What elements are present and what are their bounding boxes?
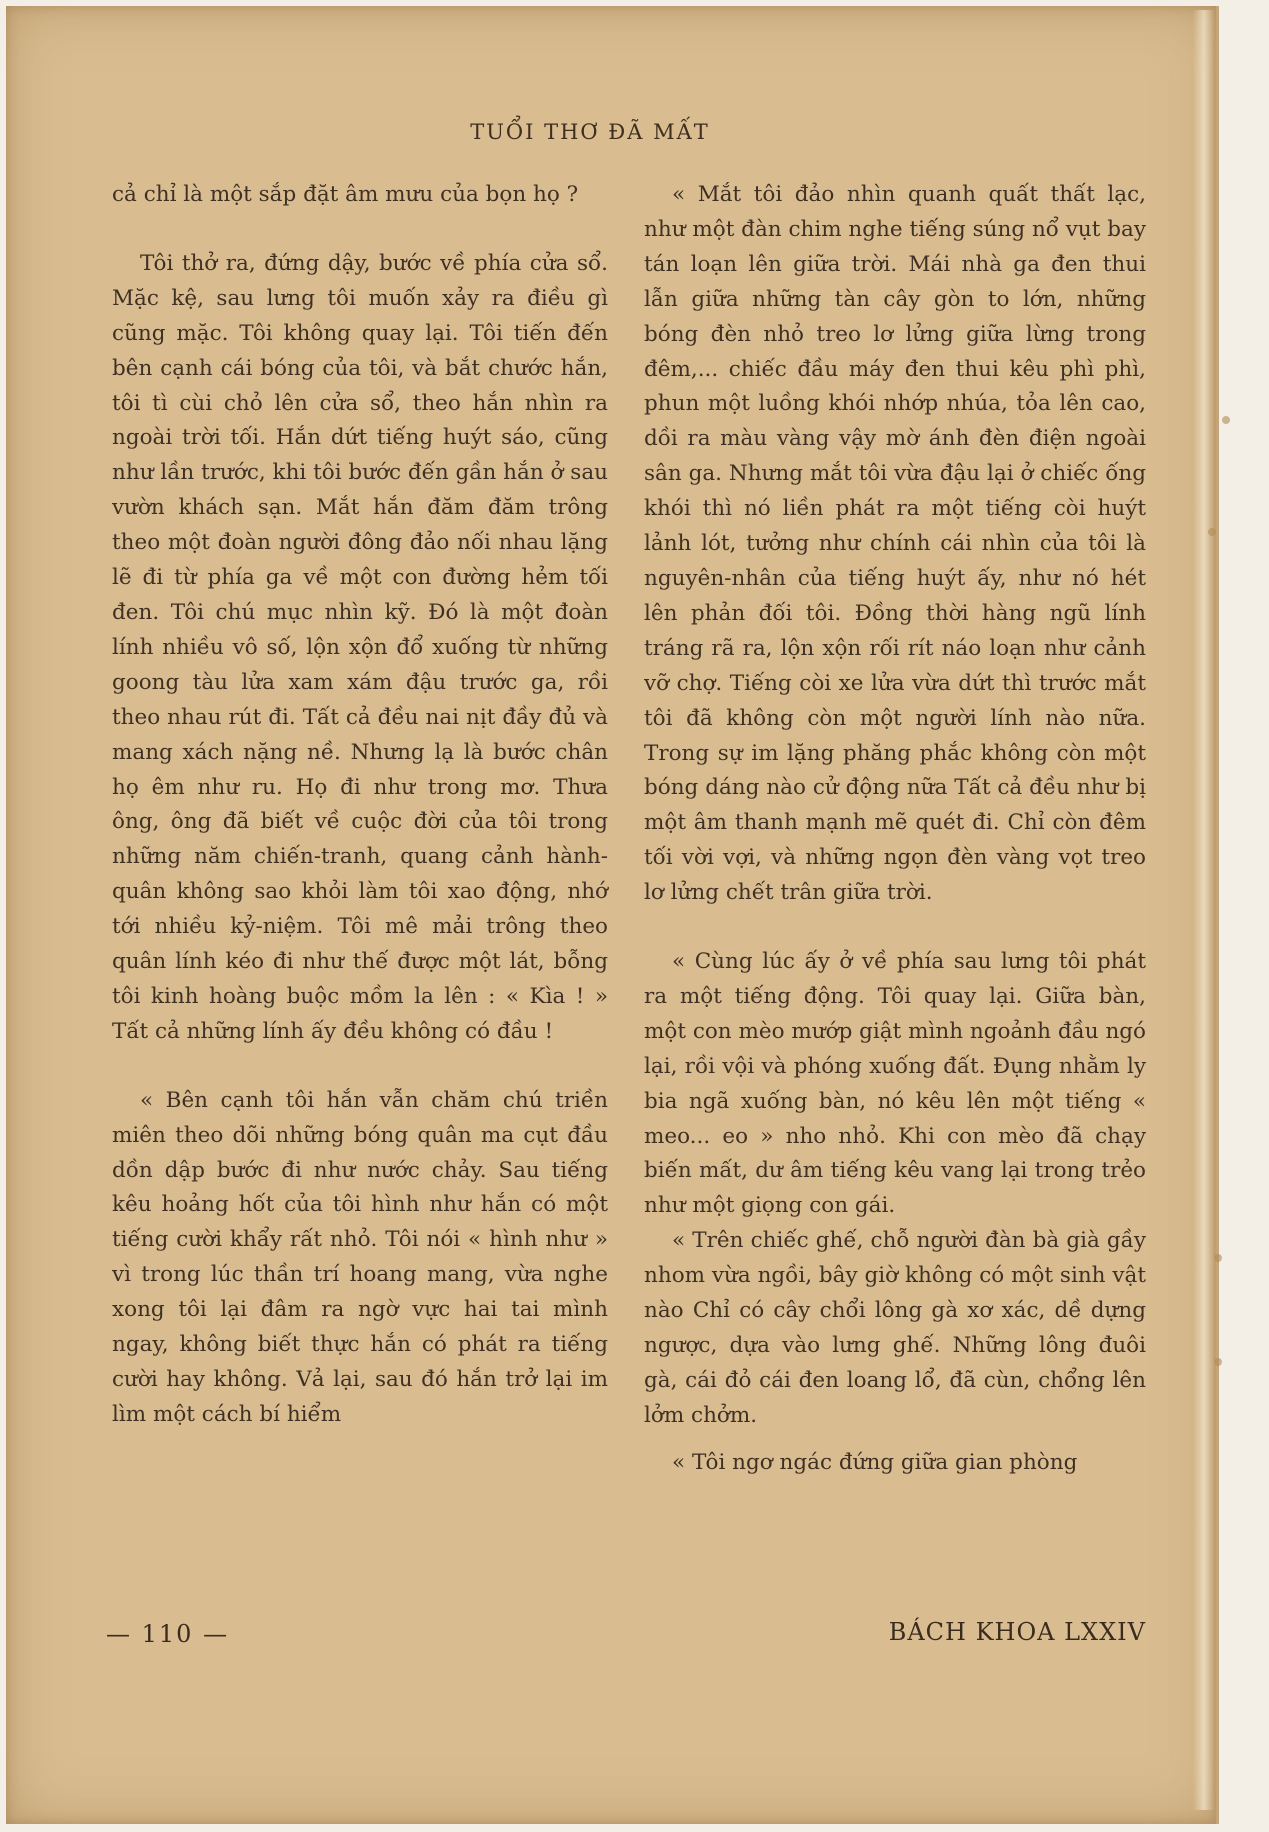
page-number: — 110 — (106, 1620, 230, 1648)
paragraph: « Mắt tôi đảo nhìn quanh quất thất lạc, như một đàn chim nghe tiếng súng nổ vụt bay tán loạn lên giữa trời. Mái nhà ga đen thui lẫn giữa những tàn cây gòn to lớn, những bóng đèn nhỏ treo lơ lửng giữa lừng trong đêm,... chiếc đầu máy đen thui kêu phì phì, phun một luồng khói nhớp nhúa, tỏa lên cao, dồi ra màu vàng vậy mờ ánh đèn điện ngoài sân ga. Nhưng mắt tôi vừa đậu lại ở chiếc ống khói thì nó liền phát ra một tiếng còi huýt lảnh lót, tưởng như chính cái nhìn của tôi là nguyên-nhân của tiếng huýt ấy, như nó hét lên phản đối tôi. Đồng thời hàng ngũ lính tráng rã ra, lộn xộn rối rít náo loạn như cảnh vỡ chợ. Tiếng còi xe lửa vừa dứt thì trước mắt tôi đã không còn một người lính nào nữa. Trong sự im lặng phăng phắc không còn một bóng dáng nào cử động nữa Tất cả đều như bị một âm thanh mạnh mẽ quét đi. Chỉ còn đêm tối vời vợi, và những ngọn đèn vàng vọt treo lơ lửng chết trân giữa trời. (644, 182, 1146, 906)
paragraph: « Tôi ngơ ngác đứng giữa gian phòng (672, 1449, 1078, 1475)
left-column (112, 178, 608, 1433)
running-head: TUỔI THƠ ĐÃ MẤT (470, 120, 710, 144)
page-edge-fold (1193, 10, 1215, 1810)
paragraph: cả chỉ là một sắp đặt âm mưu của bọn họ ? (112, 182, 579, 207)
paragraph: « Bên cạnh tôi hắn vẫn chăm chú triền miên theo dõi những bóng quân ma cụt đầu dồn dập bước đi như nước chảy. Sau tiếng kêu hoảng hốt của tôi hình như hắn có một tiếng cười khẩy rất nhỏ. Tôi nói « hình như » vì trong lúc thần trí hoang mang, vừa nghe xong tôi lại đâm ra ngờ vực hai tai mình ngay, không biết thực hắn có phát ra tiếng cười hay không. Vả lại, sau đó hắn trở lại im lìm một cách bí hiểm (112, 1087, 608, 1427)
page-margin-mark (1222, 416, 1230, 424)
magazine-issue-title: BÁCH KHOA LXXIV (888, 1618, 1146, 1646)
paragraph: « Cùng lúc ấy ở về phía sau lưng tôi phát ra một tiếng động. Tôi quay lại. Giữa bàn, một con mèo mướp giật mình ngoảnh đầu ngó lại, rồi vội và phóng xuống đất. Đụng nhằm ly bia ngã xuống bàn, nó kêu lên một tiếng « meo... eo » nho nhỏ. Khi con mèo đã chạy biến mất, dư âm tiếng kêu vang lại trong trẻo như một giọng con gái. (644, 949, 1146, 1219)
page-margin-mark (1214, 1254, 1222, 1262)
page-margin-mark (1208, 528, 1216, 536)
paragraph: Tôi thở ra, đứng dậy, bước về phía cửa sổ. Mặc kệ, sau lưng tôi muốn xảy ra điều gì cũng mặc. Tôi không quay lại. Tôi tiến đến bên cạnh cái bóng của tôi, và bắt chước hắn, tôi tì cùi chỏ lên cửa sổ, theo hắn nhìn ra ngoài trời tối. Hắn dứt tiếng huýt sáo, cũng như lần trước, khi tôi bước đến gần hắn ở sau vườn khách sạn. Mắt hắn đăm đăm trông theo một đoàn người đông đảo nối nhau lặng lẽ đi từ phía ga về một con đường hẻm tối đen. Tôi chú mục nhìn kỹ. Đó là một đoàn lính nhiều vô số, lộn xộn đổ xuống từ những goong tàu lửa xam xám đậu trước ga, rồi theo nhau rút đi. Tất cả đều nai nịt đầy đủ và mang xách nặng nề. Nhưng lạ là bước chân họ êm như ru. Họ đi như trong mơ. Thưa ông, ông đã biết về cuộc đời của tôi trong những năm chiến-tranh, quang cảnh hành-quân không sao khỏi làm tôi xao động, nhớ tới nhiều kỷ-niệm. Tôi mê mải trông theo quân lính kéo đi như thế được một lát, bỗng tôi kinh hoàng buộc mồm la lên : « Kìa ! » Tất cả những lính ấy đều không có đầu ! (112, 250, 608, 1044)
paragraph: « Trên chiếc ghế, chỗ người đàn bà già gầy nhom vừa ngồi, bây giờ không có một sinh vật nào Chỉ có cây chổi lông gà xơ xác, dề dựng ngược, dựa vào lưng ghế. Những lông đuôi gà, cái đỏ cái đen loang lổ, đã cùn, chổng lên lởm chởm. (644, 1228, 1146, 1428)
right-column (644, 178, 1146, 1481)
page-margin-mark (1214, 1358, 1222, 1366)
